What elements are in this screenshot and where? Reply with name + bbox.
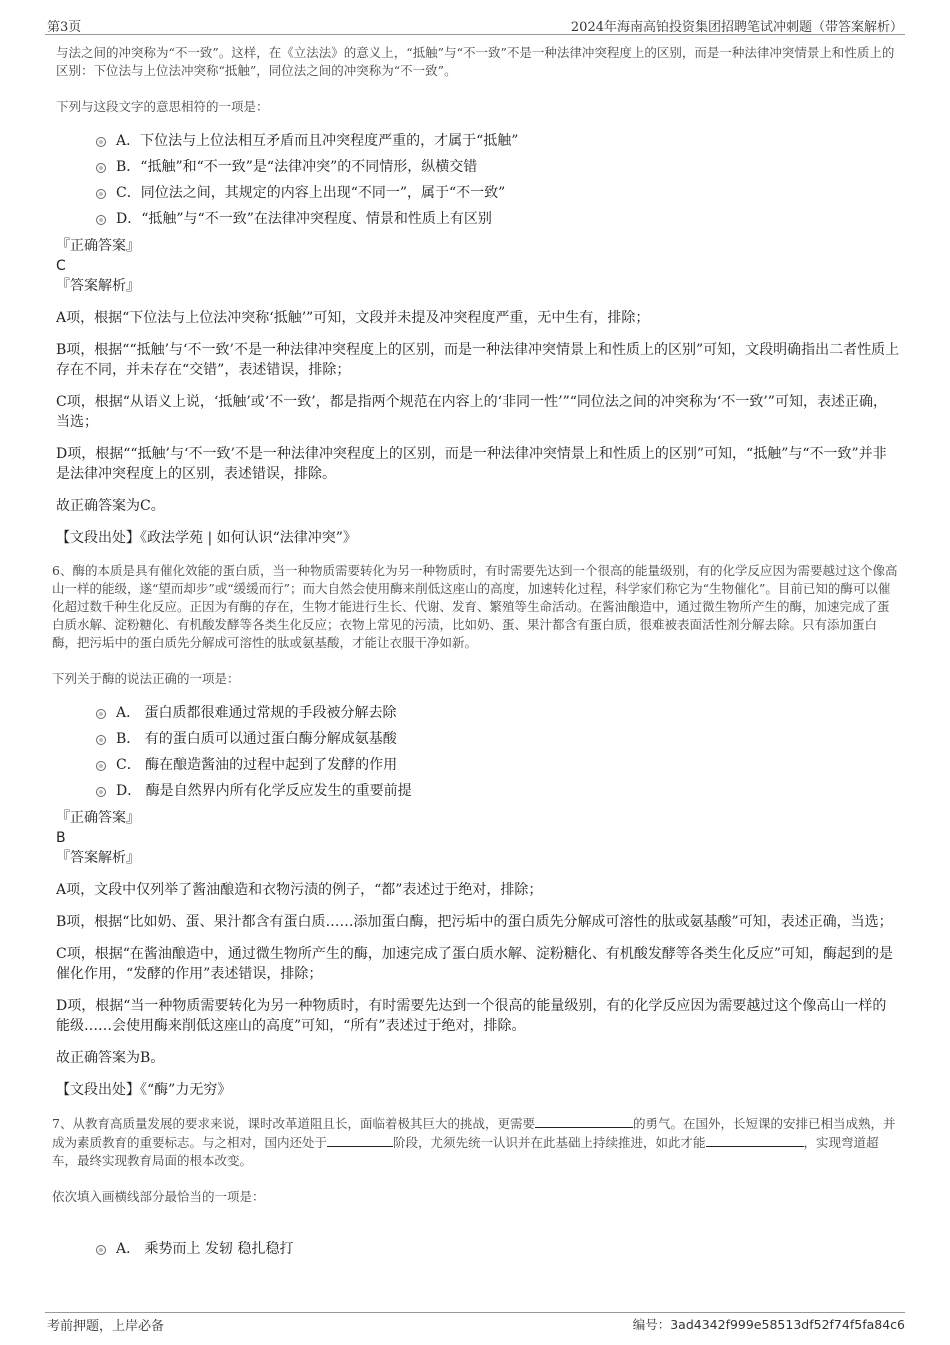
- radio-icon[interactable]: [96, 215, 106, 225]
- q5-answer-label: 『正确答案』: [56, 238, 140, 254]
- q6-passage: 6、酶的本质是具有催化效能的蛋白质，当一种物质需要转化为另一种物质时，有时需要先达到一个很高的能量级别，有的化学反应因为需要越过这个像高山一样的能级，遂“望而却步”或“缓缓而行”；而大自然会使用酶来削低这座山的高度，加速转化过程，科学家们称它为“生物催化”。目前已知的酶可以催化超过数千种生化反应。正因为有酶的存在，生物才能进行生长、代谢、发育、繁殖等生命活动。在酱油酿造中，通过微生物所产生的酶，加速完成了蛋白质水解、淀粉糖化、有机酸发酵等各类生化反应；衣物上常见的污渍，比如奶、蛋、果汁都含有蛋白质，很难被表面活性剂分解去除。只有添加蛋白酶，把污垢中的蛋白质先分解成可溶性的肽或氨基酸，才能让衣服干净如新。: [52, 563, 898, 650]
- q5-conclusion: 故正确答案为C。: [56, 498, 165, 514]
- radio-icon[interactable]: [96, 761, 106, 771]
- q6-options: [56, 700, 900, 804]
- radio-icon[interactable]: [96, 709, 106, 719]
- q7-stem: 依次填入画横线部分最恰当的一项是：: [52, 1189, 265, 1204]
- q5-option-c[interactable]: C．同位法之间，其规定的内容上出现“不同一”，属于“不一致”: [96, 180, 900, 206]
- q6-analysis-b: B项，根据“比如奶、蛋、果汁都含有蛋白质……添加蛋白酶，把污垢中的蛋白质先分解成可溶性的肽或氨基酸”可知，表述正确，当选；: [56, 914, 893, 930]
- q5-analysis-b: B项，根据““抵触’与‘不一致’不是一种法律冲突程度上的区别，而是一种法律冲突情景上和性质上的区别”可知，文段明确指出二者性质上存在不同，并未存在“交错”，表述错误，排除；: [56, 342, 900, 378]
- q5-analysis-label: 『答案解析』: [56, 278, 140, 294]
- blank-2: [327, 1133, 393, 1147]
- q7-options: [56, 1236, 900, 1262]
- q5-option-b[interactable]: B．“抵触”和“不一致”是“法律冲突”的不同情形，纵横交错: [96, 154, 900, 180]
- footer-slogan: 考前押题，上岸必备: [47, 1319, 165, 1334]
- q6-conclusion: 故正确答案为B。: [56, 1050, 165, 1066]
- q5-answer: C: [56, 258, 66, 274]
- blank-1: [535, 1114, 633, 1128]
- q5-option-a[interactable]: A．下位法与上位法相互矛盾而且冲突程度严重的，才属于“抵触”: [96, 128, 900, 154]
- q5-stem: 下列与这段文字的意思相符的一项是：: [56, 99, 269, 114]
- q6-option-c[interactable]: C． 酶在酿造酱油的过程中起到了发酵的作用: [96, 752, 900, 778]
- document-id: 编号：3ad4342f999e58513df52f74f5fa84c6: [632, 1317, 905, 1332]
- page-footer: [45, 1312, 905, 1337]
- q5-source: 【文段出处】《政法学苑 | 如何认识“法律冲突”》: [56, 530, 357, 546]
- q6-stem: 下列关于酶的说法正确的一项是：: [52, 671, 240, 686]
- q7-option-a[interactable]: A． 乘势而上 发轫 稳扎稳打: [96, 1236, 900, 1262]
- radio-icon[interactable]: [96, 163, 106, 173]
- q6-source: 【文段出处】《“酶”力无穷》: [56, 1082, 232, 1098]
- main-content: [52, 44, 900, 1262]
- q5-passage: 与法之间的冲突称为“不一致”。这样，在《立法法》的意义上，“抵触”与“不一致”不是一种法律冲突程度上的区别，而是一种法律冲突情景上和性质上的区别：下位法与上位法冲突称“抵触”，同位法之间的冲突称为“不一致”。: [56, 45, 895, 78]
- q5-analysis-d: D项，根据““抵触’与‘不一致’不是一种法律冲突程度上的区别，而是一种法律冲突情景上和性质上的区别”可知，“抵触”与“不一致”并非是法律冲突程度上的区别，表述错误，排除。: [56, 446, 887, 482]
- radio-icon[interactable]: [96, 1245, 106, 1255]
- radio-icon[interactable]: [96, 735, 106, 745]
- radio-icon[interactable]: [96, 137, 106, 147]
- q6-option-b[interactable]: B． 有的蛋白质可以通过蛋白酶分解成氨基酸: [96, 726, 900, 752]
- q6-answer-label: 『正确答案』: [56, 810, 140, 826]
- q7-passage: 7、从教育高质量发展的要求来说，课时改革道阻且长，面临着极其巨大的挑战，更需要 的勇气。在国外，长短课的安排已相当成熟，并成为素质教育的重要标志。与之相对，国内还处于 阶段，尤须先统一认识并在此基础上持续推进，如此才能 ，实现弯道超车，最终实现教育局面的根本改变。: [52, 1116, 896, 1168]
- radio-icon[interactable]: [96, 189, 106, 199]
- page-header: [45, 14, 905, 35]
- document-title: 2024年海南高铂投资集团招聘笔试冲刺题（带答案解析）: [570, 20, 903, 35]
- radio-icon[interactable]: [96, 787, 106, 797]
- q6-option-d[interactable]: D． 酶是自然界内所有化学反应发生的重要前提: [96, 778, 900, 804]
- q5-analysis-a: A项，根据“下位法与上位法冲突称‘抵触’”可知，文段并未提及冲突程度严重，无中生有，排除；: [56, 310, 650, 326]
- q5-analysis-c: C项，根据“从语义上说，‘抵触’或‘不一致’，都是指两个规范在内容上的‘非同一性’”“同位法之间的冲突称为‘不一致’”可知，表述正确，当选；: [56, 394, 887, 430]
- blank-3: [706, 1133, 804, 1147]
- q6-analysis-c: C项，根据“在酱油酿造中，通过微生物所产生的酶，加速完成了蛋白质水解、淀粉糖化、有机酸发酵等各类生化反应”可知，酶起到的是催化作用，“发酵的作用”表述错误，排除；: [56, 946, 894, 982]
- q6-answer: B: [56, 830, 66, 846]
- q6-option-a[interactable]: A． 蛋白质都很难通过常规的手段被分解去除: [96, 700, 900, 726]
- q5-options: [56, 128, 900, 232]
- q6-analysis-label: 『答案解析』: [56, 850, 140, 866]
- q5-option-d[interactable]: D．“抵触”与“不一致”在法律冲突程度、情景和性质上有区别: [96, 206, 900, 232]
- page-number: 第3页: [47, 20, 82, 35]
- q6-analysis-a: A项，文段中仅列举了酱油酿造和衣物污渍的例子，“都”表述过于绝对，排除；: [56, 882, 543, 898]
- q6-analysis-d: D项，根据“当一种物质需要转化为另一种物质时，有时需要先达到一个很高的能量级别，有的化学反应因为需要越过这个像高山一样的能级……会使用酶来削低这座山的高度”可知，“所有”表述过于绝对，排除。: [56, 998, 887, 1034]
